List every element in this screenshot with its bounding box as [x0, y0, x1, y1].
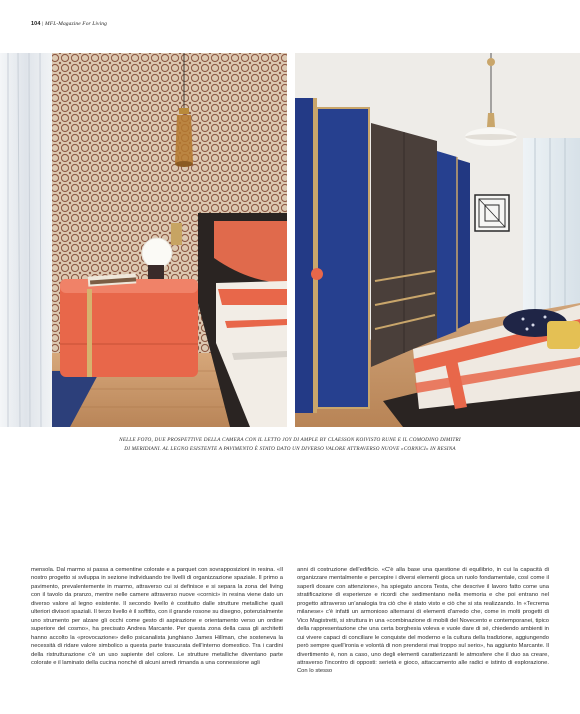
page-header	[31, 21, 107, 27]
body-column-left: mensola. Dal marmo si passa a cementine colorate e a parquet con sovrapposizioni in resina. «Il nostro progetto si sviluppa in sezione individuando tre livelli di organizzazione spaziale. Il primo a pavimento, prevalentemente in marmo, attraverso cui si definisce e si separa la zona del living con il tavolo da pranzo, mentre nelle camere attraverso nuove «cornici» in resina viene dato un diverso valore al legno esistente. Il secondo livello è costituito dalle strutture metalliche quali ulteriori divisori spaziali. Il terzo livello è il soffitto, con il grande rosone su disegno, potenzialmente uno strumento per alzare gli occhi come gesto di aspirazione e orientamento verso un ordine superiore del cosmo», ha precisato Andrea Marcante. Per questa zona della casa gli architetti hanno accolto la «provocazione» dello psicanalista junghiano James Hillman, che sosteneva la necessità di ridare valore simbolico a questa parte trascurata dell'interno domestico. Tra i cardini della ristrutturazione c'è un uso sapiente del colore. Le strutture metalliche diventano parte colorate e il laminato della cucina nonché di alcuni arredi rimanda a una connessione agli	[31, 567, 283, 666]
body-column-right: anni di costruzione dell'edificio. «C'è alla base una questione di equilibrio, in cui la capacità di organizzare mentalmente e percepire i diversi elementi gioca un ruolo fondamentale, così come il saperli dosare con attenzione», ha spiegato ancora Testa, che descrive il lavoro fatto come una stratificazione di esperienze e ricordi che sedimentano nella memoria e che poi entrano nel progetto attraverso un'analogia tra ciò che è stato visto e ciò che si sta realizzando. In «Tecrema milanese» c'è infatti un armonioso alternarsi di elementi d'arredo che, come in molti progetti di Vico Magistretti, si struttura in una «combinazione di mobili del Novecento e contemporanei, tipico della rappresentazione che una certa borghesia voleva e vuole dare di sé, chiedendo ambienti in cui vivere capaci di conciliare le conquiste del moderno e la cultura della tradizione, aggiungendo però sempre quell'ironia e volontà di non prendersi mai troppo sul serio», ha aggiunto Marcante. Il divertimento è, non a caso, uno degli elementi caratterizzanti le atmosfere che il duo sa creare, attraverso l'incontro di opposti: serietà e gioco, attaccamento alle radici e istinto di esplorazione. Con lo stesso	[297, 567, 549, 675]
caption-line-2: DI MERIDIANI. AL LEGNO ESISTENTE A PAVIMENTO È STATO DATO UN DIVERSO VALORE ATTRAVERSO NUOVE «CORNICI» IN RESINA	[124, 446, 456, 452]
bedroom-photo-left	[0, 53, 287, 427]
header-separator: |	[40, 21, 46, 27]
caption-line-1: NELLE FOTO, DUE PROSPETTIVE DELLA CAMERA CON IL LETTO JOY DI AMPLE BY CLAESSON KOIVISTO RUNE E IL COMODINO DIMITRI	[119, 437, 461, 443]
photo-caption	[80, 436, 500, 454]
bedroom-photo-right	[295, 53, 580, 427]
magazine-name: MFL-Magazine For Living	[45, 21, 107, 27]
page-number: 104	[31, 21, 41, 27]
